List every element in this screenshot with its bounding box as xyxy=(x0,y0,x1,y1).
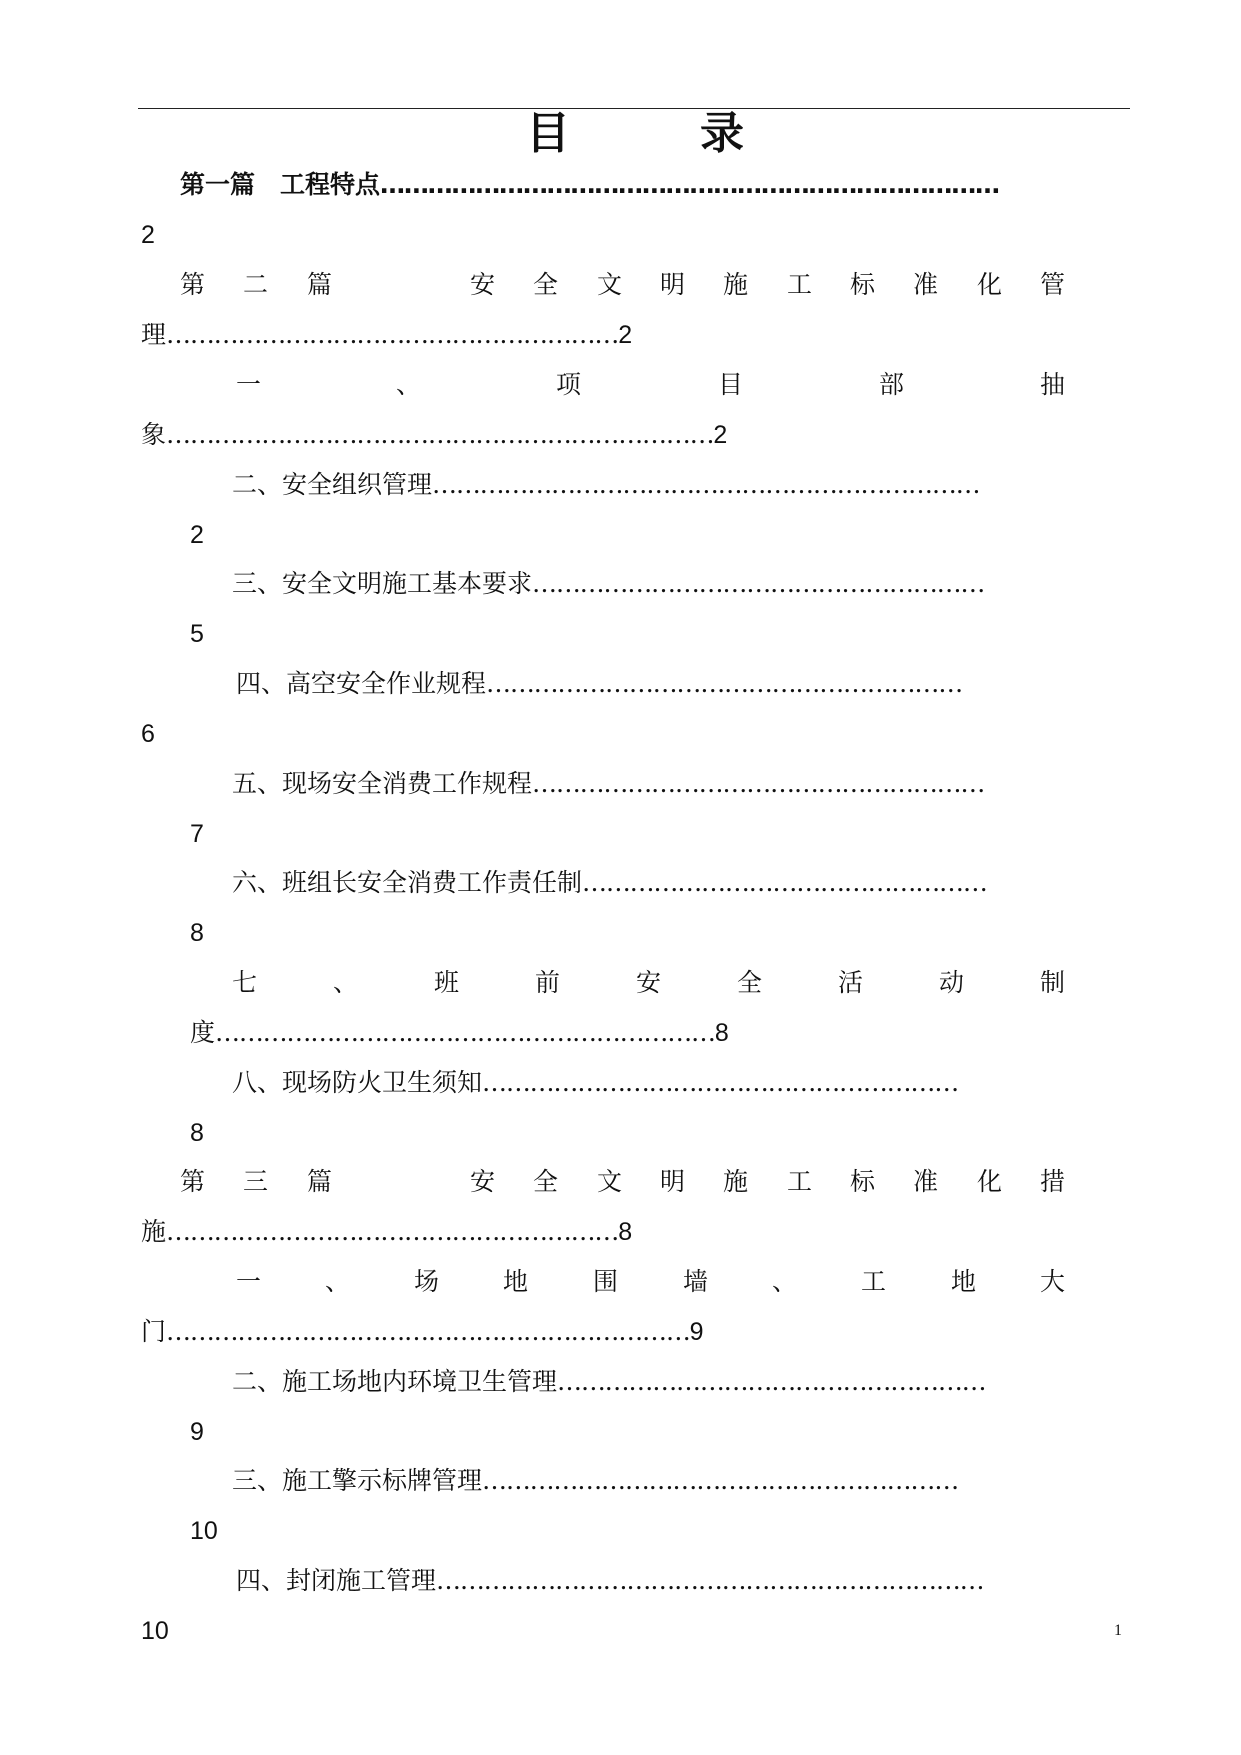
toc-leader: ……………………………………………… xyxy=(557,1367,986,1396)
toc-entry-text: 二、施工场地内环境卫生管理 xyxy=(232,1367,558,1396)
toc-leader: ………………………………………………………… xyxy=(166,1317,690,1346)
toc-char: 文 xyxy=(597,1167,623,1196)
toc-page-number: 10 xyxy=(141,1617,169,1645)
toc-page-number: 8 xyxy=(190,919,204,947)
toc-char: 标 xyxy=(850,1167,876,1196)
toc-char: 项 xyxy=(556,370,582,399)
toc-entry-text: 第一篇 工程特点 xyxy=(180,170,381,199)
toc-entry-text: 四、高空安全作业规程 xyxy=(236,669,487,698)
toc-char: 、 xyxy=(396,370,422,399)
toc-entry-text: 度 xyxy=(190,1018,216,1047)
toc-leader: …………………………………………………………… xyxy=(432,470,980,499)
toc-char: 安 xyxy=(470,270,496,299)
toc-char: 、 xyxy=(333,968,359,997)
toc-char: 地 xyxy=(951,1267,977,1296)
toc-char: 、 xyxy=(772,1267,798,1296)
toc-char: 明 xyxy=(660,270,686,299)
toc-char: 明 xyxy=(660,1167,686,1196)
toc-char: 班 xyxy=(434,968,460,997)
toc-char: 标 xyxy=(850,270,876,299)
toc-entry-text: 门 xyxy=(141,1317,167,1346)
toc-char: 安 xyxy=(636,968,662,997)
toc-char: 、 xyxy=(325,1267,351,1296)
toc-page-number: 8 xyxy=(618,1218,633,1246)
toc-leader: …………………………………………………………… xyxy=(166,420,714,449)
toc-char: 准 xyxy=(913,270,939,299)
toc-entry-text: 四、封闭施工管理 xyxy=(236,1566,437,1595)
toc-char: 一 xyxy=(236,1267,262,1296)
toc-page-number: 9 xyxy=(689,1318,704,1346)
toc-char: 目 xyxy=(718,370,744,399)
toc-char: 第 xyxy=(180,270,206,299)
toc-page-number: 2 xyxy=(141,221,155,249)
toc-char: 全 xyxy=(737,968,763,997)
toc-char: 篇 xyxy=(307,1167,333,1196)
toc-entry-text: 三、施工擎示标牌管理 xyxy=(232,1466,483,1495)
toc-entry-section[interactable] xyxy=(232,1365,985,1399)
toc-entry-section[interactable] xyxy=(232,1464,958,1498)
toc-entry-section[interactable] xyxy=(232,567,984,601)
toc-char: 墙 xyxy=(683,1267,709,1296)
toc-leader: …………………………………………… xyxy=(582,868,987,897)
toc-char: 三 xyxy=(243,1167,269,1196)
toc-page-number: 5 xyxy=(190,620,204,648)
toc-char: 地 xyxy=(503,1267,529,1296)
toc-leader: ……………………………………………………… xyxy=(215,1018,715,1047)
toc-leader: ………………………………………………… xyxy=(532,569,985,598)
toc-char: 场 xyxy=(414,1267,440,1296)
toc-leader: ………………………………………………… xyxy=(166,320,619,349)
toc-char: 七 xyxy=(232,968,258,997)
toc-page-number: 8 xyxy=(190,1119,204,1147)
title-char-1: 目 xyxy=(526,108,570,159)
toc-entry-section[interactable] xyxy=(232,1066,958,1100)
toc-char: 管 xyxy=(1040,270,1066,299)
toc-page-number: 10 xyxy=(190,1517,218,1545)
toc-char: 工 xyxy=(787,270,813,299)
toc-char: 部 xyxy=(879,370,905,399)
toc-char: 一 xyxy=(236,370,262,399)
toc-leader: …………………………………………………………… xyxy=(436,1566,984,1595)
toc-char: 第 xyxy=(180,1167,206,1196)
toc-char: 篇 xyxy=(307,270,333,299)
toc-char: 工 xyxy=(787,1167,813,1196)
toc-char: 前 xyxy=(535,968,561,997)
toc-page-number: 6 xyxy=(141,720,155,748)
toc-entry-text: 三、安全文明施工基本要求 xyxy=(232,569,533,598)
toc-entry-text: 象 xyxy=(141,420,167,449)
toc-char: 动 xyxy=(939,968,965,997)
toc-char: 制 xyxy=(1040,968,1066,997)
toc-char: 措 xyxy=(1040,1167,1066,1196)
toc-char: 大 xyxy=(1040,1267,1066,1296)
toc-entry-text: 施 xyxy=(141,1217,167,1246)
toc-entry-section[interactable] xyxy=(232,468,979,502)
toc-char: 全 xyxy=(533,270,559,299)
toc-char: 准 xyxy=(913,1167,939,1196)
toc-char: 化 xyxy=(977,1167,1003,1196)
toc-entry-section[interactable] xyxy=(236,667,962,701)
toc-page-number: 2 xyxy=(713,421,728,449)
toc-char: 围 xyxy=(593,1267,619,1296)
toc-char: 抽 xyxy=(1040,370,1066,399)
title-char-2: 录 xyxy=(700,108,744,159)
page-title xyxy=(0,106,1241,162)
toc-page-number: 7 xyxy=(190,820,204,848)
toc-char: 文 xyxy=(597,270,623,299)
toc-char: 施 xyxy=(723,270,749,299)
toc-entry-section[interactable] xyxy=(232,767,984,801)
toc-page-number: 2 xyxy=(190,521,204,549)
toc-char: 全 xyxy=(533,1167,559,1196)
toc-entry-text: 五、现场安全消费工作规程 xyxy=(232,769,533,798)
toc-entry-section[interactable] xyxy=(236,1564,983,1598)
toc-leader: …………………………………………………… xyxy=(482,1068,959,1097)
toc-page-number: 8 xyxy=(714,1019,729,1047)
toc-entry-text: 八、现场防火卫生须知 xyxy=(232,1068,483,1097)
toc-char: 二 xyxy=(243,270,269,299)
toc-entry-text: 二、安全组织管理 xyxy=(232,470,433,499)
toc-page-number: 2 xyxy=(618,321,633,349)
toc-entry-text: 六、班组长安全消费工作责任制 xyxy=(232,868,583,897)
toc-entry-section[interactable] xyxy=(232,866,987,900)
toc-char: 安 xyxy=(470,1167,496,1196)
toc-leader: …………………………………………………… xyxy=(486,669,963,698)
toc-leader: …………………………………………………… xyxy=(482,1466,959,1495)
toc-leader: …………………………………………………………………… xyxy=(380,170,999,199)
toc-char: 化 xyxy=(977,270,1003,299)
page-number: 1 xyxy=(1114,1622,1122,1639)
toc-entry-text: 理 xyxy=(141,320,167,349)
toc-char: 活 xyxy=(838,968,864,997)
toc-char: 工 xyxy=(861,1267,887,1296)
toc-char: 施 xyxy=(723,1167,749,1196)
toc-entry-part1[interactable] xyxy=(180,168,999,202)
toc-leader: ………………………………………………… xyxy=(532,769,985,798)
toc-page-number: 9 xyxy=(190,1418,204,1446)
toc-leader: ………………………………………………… xyxy=(166,1217,619,1246)
